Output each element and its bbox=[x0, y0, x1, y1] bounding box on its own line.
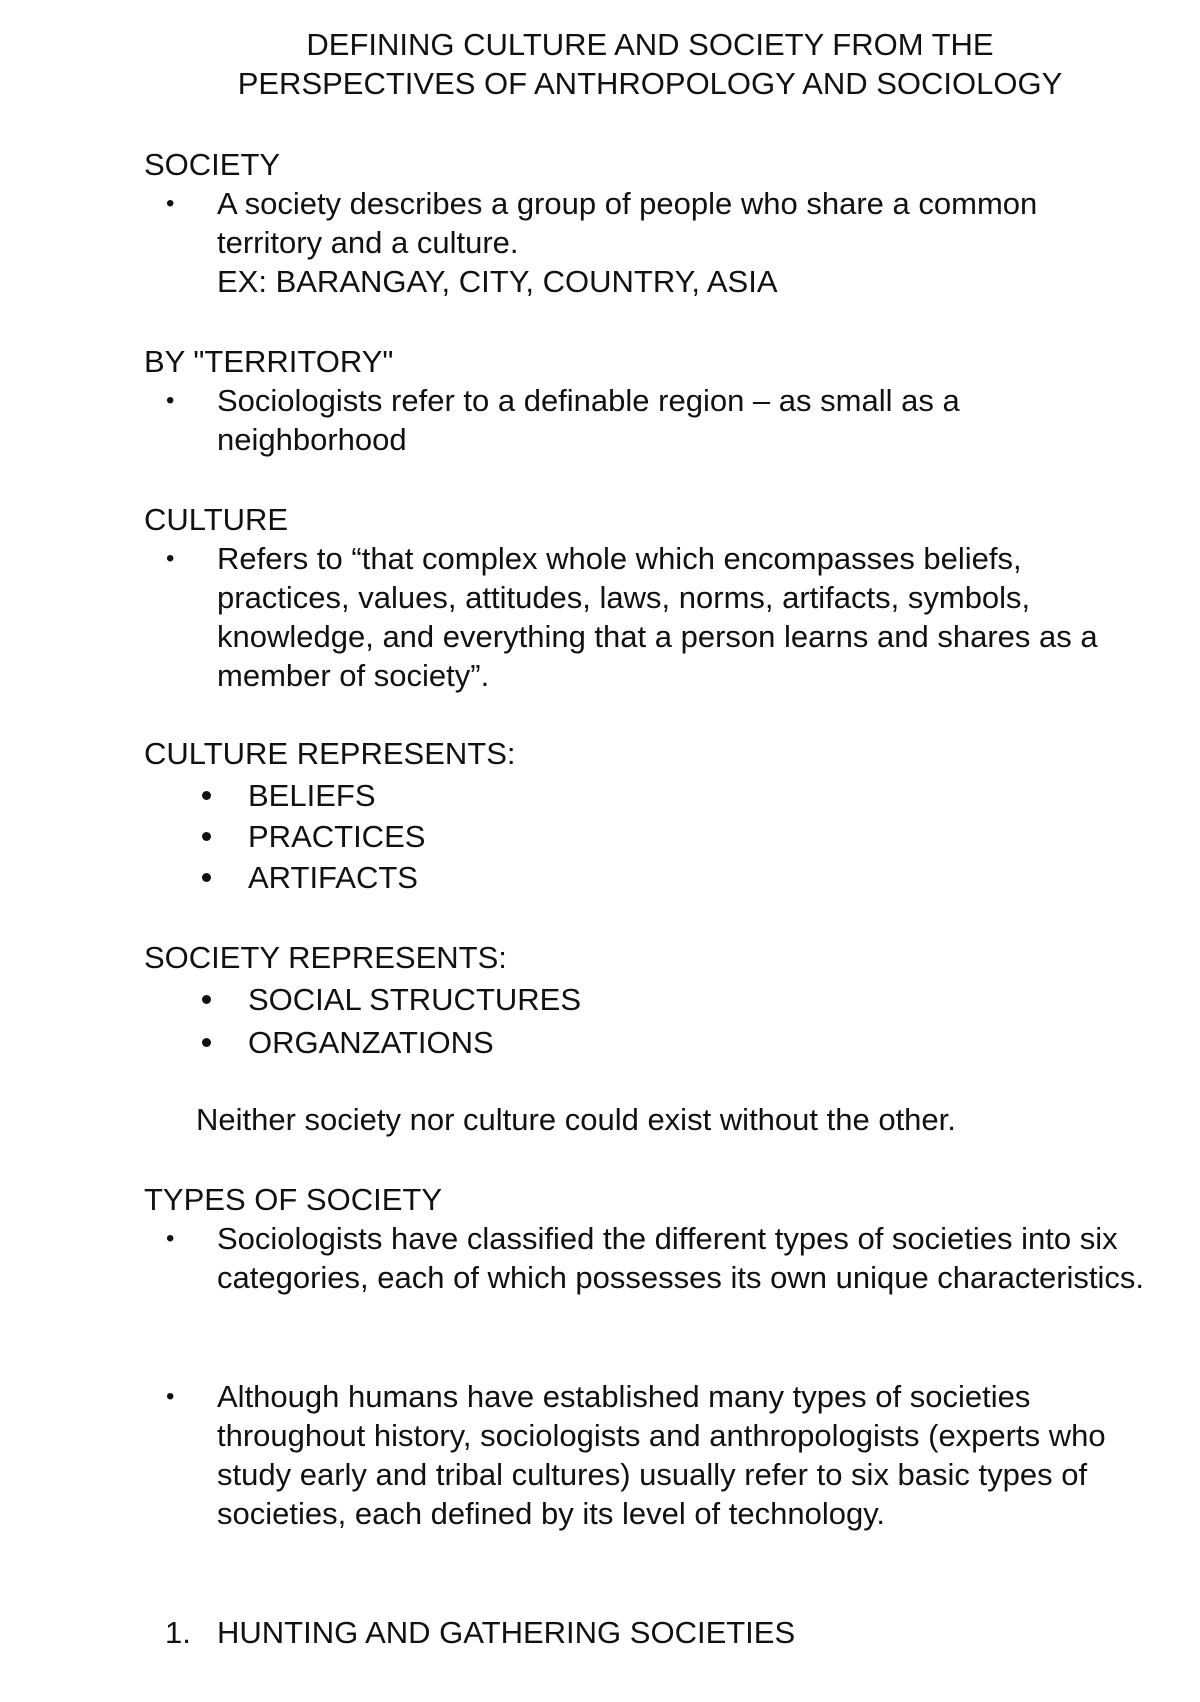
society-bullet-text: A society describes a group of people who share a common territory and a culture. bbox=[217, 186, 1038, 260]
society-example: EX: BARANGAY, CITY, COUNTRY, ASIA bbox=[217, 264, 778, 299]
title-line-1: DEFINING CULTURE AND SOCIETY FROM THE bbox=[306, 27, 994, 62]
culture-heading: CULTURE bbox=[144, 502, 289, 537]
numbered-item bbox=[165, 1613, 795, 1652]
culture-represents-item: PRACTICES bbox=[196, 817, 425, 856]
numbered-item-number: 1. bbox=[165, 1615, 191, 1650]
title-line-2: PERSPECTIVES OF ANTHROPOLOGY AND SOCIOLOGY bbox=[237, 66, 1063, 101]
types-bullet bbox=[144, 1219, 1154, 1297]
bullet-dot-icon bbox=[202, 791, 211, 800]
bullet-mark: • bbox=[166, 1383, 175, 1410]
society-represents-heading: SOCIETY REPRESENTS: bbox=[144, 940, 507, 975]
bullet-mark: • bbox=[166, 190, 175, 217]
territory-heading: BY "TERRITORY" bbox=[144, 344, 394, 379]
society-bullet bbox=[144, 184, 1154, 301]
territory-bullet-text: Sociologists refer to a definable region – as small as a neighborhood bbox=[217, 383, 960, 457]
society-represents-item: SOCIAL STRUCTURES bbox=[196, 980, 581, 1019]
types-bullet-text: Although humans have established many types of societies throughout history, sociologists and anthropologists (experts who study early and tribal cultures) usually refer to six basic types of societies, each defined by its level of technology. bbox=[217, 1379, 1106, 1531]
culture-represents-item: BELIEFS bbox=[196, 776, 376, 815]
bullet-mark: • bbox=[166, 387, 175, 414]
numbered-item-label: HUNTING AND GATHERING SOCIETIES bbox=[217, 1615, 796, 1650]
culture-represents-heading: CULTURE REPRESENTS: bbox=[144, 736, 516, 771]
bullet-dot-icon bbox=[202, 873, 211, 882]
bullet-mark: • bbox=[166, 1225, 175, 1252]
society-heading: SOCIETY bbox=[144, 147, 281, 182]
page-title bbox=[0, 25, 1200, 103]
bullet-dot-icon bbox=[202, 1038, 211, 1047]
types-bullet bbox=[144, 1377, 1154, 1533]
culture-bullet bbox=[144, 539, 1154, 695]
culture-society-note: Neither society nor culture could exist without the other. bbox=[196, 1102, 956, 1137]
bullet-dot-icon bbox=[202, 832, 211, 841]
types-bullet-text: Sociologists have classified the different types of societies into six categories, each of which possesses its own unique characteristics. bbox=[217, 1221, 1145, 1295]
bullet-dot-icon bbox=[202, 995, 211, 1004]
society-represents-item: ORGANZATIONS bbox=[196, 1023, 494, 1062]
culture-represents-item: ARTIFACTS bbox=[196, 858, 418, 897]
types-heading: TYPES OF SOCIETY bbox=[144, 1182, 442, 1217]
territory-bullet bbox=[144, 381, 1154, 459]
bullet-mark: • bbox=[166, 545, 175, 572]
culture-bullet-text: Refers to “that complex whole which encompasses beliefs, practices, values, attitudes, laws, norms, artifacts, symbols, knowledge, and everything that a person learns and shares as a member of society”. bbox=[217, 541, 1098, 693]
